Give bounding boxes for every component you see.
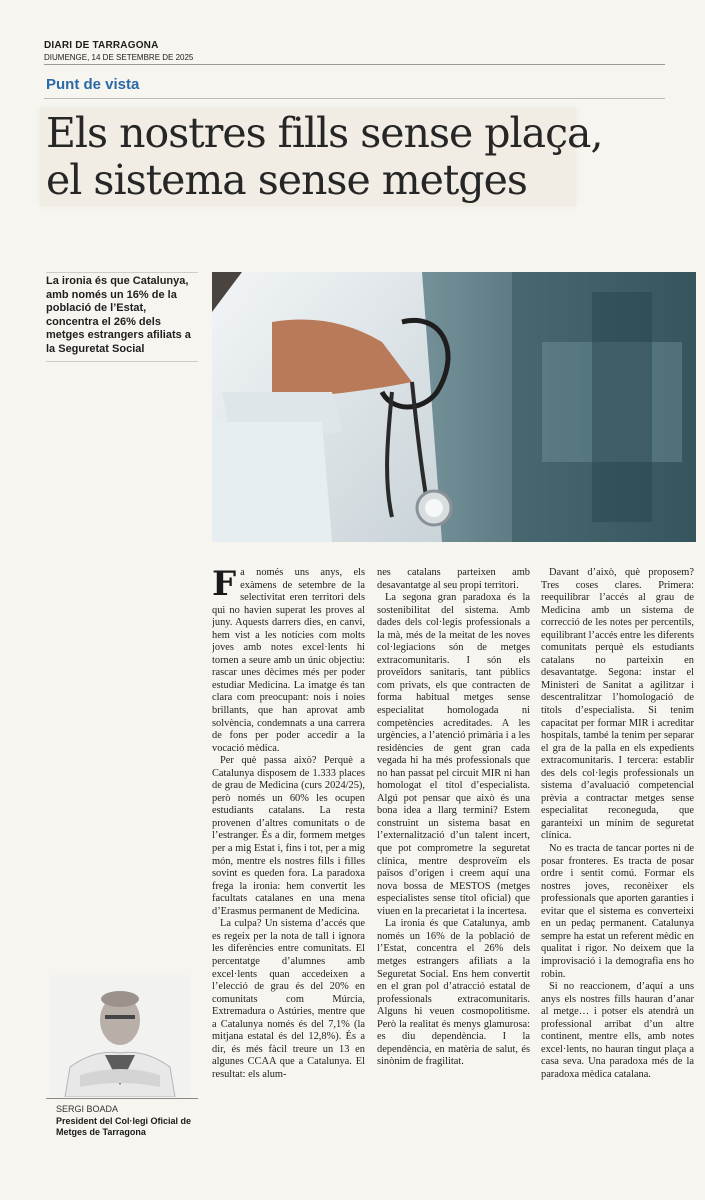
paragraph: No es tracta de tancar portes ni de posar fronteres. Es tracta de posar ordre i sentit comú. Formar els nostres joves, reconèixer els professionals que aporten garanties i evitar que el sistema es converteixi en un pedaç permanent. Catalunya sempre ha estat un referent mèdic en qualitat i rigor. No deixem que la improvisació i la demografia ens ho robin. (541, 843, 694, 980)
doctor-stethoscope-photo (212, 272, 696, 542)
author-portrait-illustration (50, 975, 190, 1097)
photo-illustration (212, 272, 696, 542)
author-name: SERGI BOADA (56, 1104, 119, 1114)
paragraph: Fa només uns anys, els exàmens de setembre de la selectivitat eren territori dels qui no havien superat les proves al juny. Aquests darrers dies, en canvi, hem vist a les notícies com molts joves amb notes excel·lents hi tornen a seure amb un únic objectiu: rascar unes dècimes més per poder estudiar Medicina. La imatge és tan clara com preocupant: nois i noies brillants, que han aprovat amb solvència, condemnats a una carrera de fons per poder accedir a la vocació mèdica. (212, 567, 365, 754)
article-column-2 (377, 567, 530, 1167)
publication-date: DIUMENGE, 14 DE SETEMBRE DE 2025 (44, 53, 194, 62)
pullquote-rule-bottom (46, 361, 198, 362)
newspaper-name: DIARI DE TARRAGONA (44, 40, 159, 51)
article-column-3 (541, 567, 694, 1167)
masthead-rule (44, 64, 665, 65)
pullquote-rule-top (46, 272, 198, 273)
section-label: Punt de vista (46, 76, 140, 93)
section-rule (44, 98, 665, 99)
paragraph: Davant d’això, què proposem? Tres coses clares. Primera: reequilibrar l’accés al grau de Medicina amb un sistema de correcció de les notes per percentils, equilibrant l’accés entre les diferents comunitats perquè els estudiants catalans no parteixin en desavantatge. Segona: instar el Ministeri de Sanitat a agilitzar i descentralitzar l’homologació de títols d’especialista. Si tenim capacitat per formar MIR i acreditar hospitals, també la tenim per separar el gra de la palla en els expedients extracomunitaris. I tercera: establir des dels col·legis professionals un sistema d’avaluació competencial prèvia a contractar metges sense especialitat reconeguda, que garanteixi un mínim de seguretat clínica. (541, 567, 694, 842)
masthead (44, 40, 664, 62)
paragraph: La ironia és que Catalunya, amb només un 16% de la població de l’Estat, concentra el 26% dels metges estrangers afiliats a la Seguretat Social. Ens hem convertit en el gran pol d’atracció estatal de professionals extracomunitaris. Alguns hi veuen cosmopolitisme. Però la realitat és menys glamurosa: es diu dependència. I la dependència, en matèria de salut, és sinònim de fragilitat. (377, 918, 530, 1068)
author-role: President del Col·legi Oficial de Metges de Tarragona (56, 1116, 192, 1137)
paragraph: La culpa? Un sistema d’accés que es regeix per la nota de tall i ignora les diferències entre comunitats. El percentatge d’alumnes amb excel·lents quan accedeixen a l’elecció de grau és del 20% en comunitats com Múrcia, Extremadura o Astúries, mentre que a Catalunya només és del 7,1% (la mitjana estatal és del 12,8%). És a dir, és més fàcil treure un 13 en algunes CCAA que a Catalunya. El resultat: els alum- (212, 918, 365, 1080)
paragraph: Si no reaccionem, d’aquí a uns anys els nostres fills hauran d’anar al metge… i potser els atendrà un professional arribat d’un altre continent, mentre ells, amb notes excel·lents, no hauran tingut plaça a casa seva. Una paradoxa més de la paradoxa mèdica catalana. (541, 981, 694, 1080)
article-column-1 (212, 567, 365, 1167)
author-portrait (50, 975, 190, 1097)
paragraph: La segona gran paradoxa és la sostenibilitat del sistema. Amb dades dels col·legis professionals a la mà, més de la meitat de les noves col·legiacions són de metges extracomunitaris. I són els proveïdors sanitaris, tant públics com privats, els que contracten de forma habitual metges sense especialitat homologada ni competències acreditades. A les urgències, a l’atenció primària i a les residències de gent gran cada vegada hi ha més professionals que no han passat pel circuit MIR ni han homologat el títol d’especialista. Algú pot pensar que això és una bona idea a llarg termini? Estem construint un sistema basat en l’externalització d’un talent incert, que pot comprometre la seguretat clínica, mentre desproveïm els països d’origen i creem aquí una nova bossa de MESTOS (metges especialistes sense títol oficial) que viuen en la precarietat i la incertesa. (377, 592, 530, 917)
paragraph: nes catalans parteixen amb desavantatge al seu propi territori. (377, 567, 530, 591)
drop-cap: F (212, 567, 237, 604)
byline-rule (46, 1098, 198, 1099)
headline: Els nostres fills sense plaça, el sistema sense metges (46, 109, 603, 204)
pullquote: La ironia és que Catalunya, amb només un 16% de la població de l’Estat, concentra el 26% dels metges estrangers afiliats a la Seguretat Social (46, 275, 191, 355)
paragraph: Per què passa això? Perquè a Catalunya disposem de 1.333 places de grau de Medicina (curs 2024/25), però només un 60% les ocupen estudiants catalans. La resta provenen d’altres comunitats o de l’estranger. És a dir, formem metges per a mig Estat i, fins i tot, per a mig món, mentre els nostres fills i filles sovint es queden fora. La paradoxa frega la ironia: hem convertit les facultats catalanes en una mena d’Erasmus permanent de Medicina. (212, 755, 365, 917)
